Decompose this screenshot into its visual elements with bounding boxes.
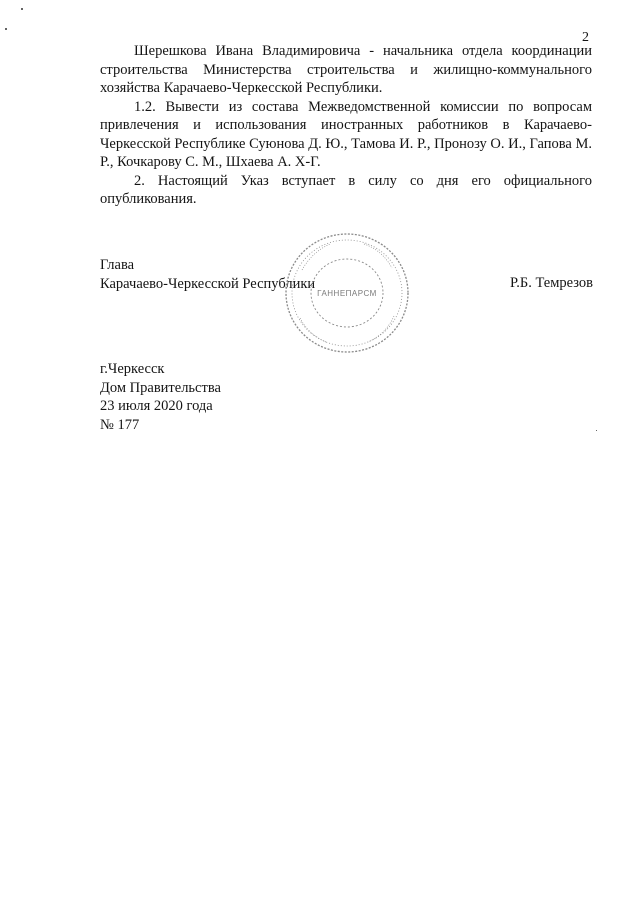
scan-speck xyxy=(21,8,23,10)
decree-number: № 177 xyxy=(100,416,140,433)
building: Дом Правительства xyxy=(100,379,221,396)
page-number: 2 xyxy=(582,30,589,45)
decree-body xyxy=(100,42,592,209)
official-seal xyxy=(282,230,412,356)
place-and-date xyxy=(100,360,221,434)
signatory-title-line2: Карачаево-Черкесской Республики xyxy=(100,276,316,292)
paragraph-appointee: Шерешкова Ивана Владимировича - начальника отдела координации строительства Министерства строительства и жилищно-коммунального хозяйства Карачаево-Черкесской Республики. xyxy=(100,43,592,96)
decree-date: 23 июля 2020 года xyxy=(100,398,213,414)
signatory-title-line1: Глава xyxy=(100,257,135,273)
paragraph-2: 2. Настоящий Указ вступает в силу со дня его официального опубликования. xyxy=(100,172,592,207)
signatory-name: Р.Б. Темрезов xyxy=(510,275,593,291)
seal-inner-text: ГАННЕПАРСМ xyxy=(317,289,377,298)
scan-speck xyxy=(596,430,597,431)
paragraph-1-2: 1.2. Вывести из состава Межведомственной комиссии по вопросам привлечения и использования иностранных работников в Карачаево-Черкесской Республике Суюнова Д. Ю., Тамова И. Р., Пронозу О. И., Гапова М. Р., Кочкарову С. М., Шхаева А. Х-Г. xyxy=(100,98,592,170)
scan-speck xyxy=(5,28,7,30)
city: г.Черкесск xyxy=(100,361,165,377)
